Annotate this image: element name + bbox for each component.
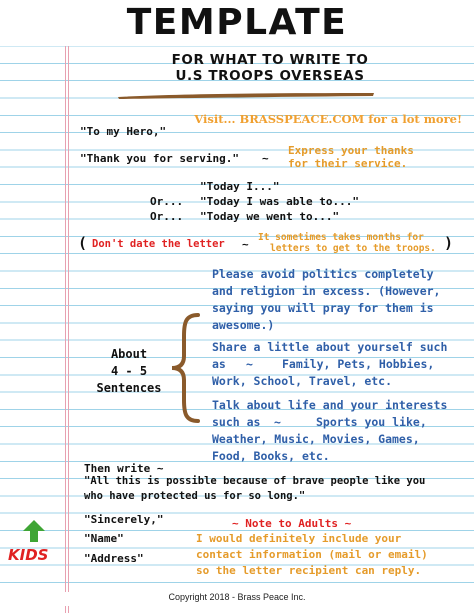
- life-tilde: ~: [274, 415, 281, 429]
- quote-line-1: "All this is possible because of brave people like you: [84, 475, 426, 487]
- then-write: Then write ~: [84, 462, 164, 475]
- life-line-1: Talk about life and your interests: [212, 398, 448, 412]
- kids-label: KIDS: [8, 546, 49, 564]
- note-line-3: so the letter recipient can reply.: [196, 564, 422, 577]
- quote-line-2: who have protected us for so long.": [84, 490, 306, 502]
- about-line-3: Sentences: [96, 381, 162, 395]
- brush-underline: [116, 91, 376, 100]
- margin-line: [65, 0, 66, 613]
- name-placeholder: "Name": [84, 532, 124, 545]
- margin-line: [68, 0, 69, 613]
- politics-line-4: awesome.): [212, 318, 275, 332]
- about-line-1: About: [110, 347, 148, 361]
- politics-line-2: and religion in excess. (However,: [212, 284, 441, 298]
- greeting: "To my Hero,": [80, 125, 167, 138]
- date-note-2: letters to get to the troops.: [270, 243, 436, 254]
- today-line-3: "Today we went to...": [200, 210, 340, 223]
- share-as: as: [212, 357, 226, 371]
- share-line-3: Work, School, Travel, etc.: [212, 374, 393, 388]
- subtitle-line-2: U.S TROOPS OVERSEAS: [175, 68, 365, 84]
- share-line-1: Share a little about yourself such: [212, 340, 448, 354]
- today-line-1: "Today I...": [200, 180, 280, 193]
- politics-line-1: Please avoid politics completely: [212, 267, 434, 281]
- date-paren-open: (: [78, 234, 88, 252]
- share-tilde: ~: [246, 357, 253, 371]
- thanks-line: "Thank you for serving.": [80, 152, 239, 165]
- life-line-3: Weather, Music, Movies, Games,: [212, 432, 420, 446]
- date-note-1: It sometimes takes months for: [258, 232, 424, 243]
- today-line-2: "Today I was able to...": [200, 195, 359, 208]
- politics-line-3: saying you will pray for them is: [212, 301, 434, 315]
- life-line-4: Food, Books, etc.: [212, 449, 330, 463]
- or-label-2: Or...: [150, 210, 184, 223]
- copyright: Copyright 2018 - Brass Peace Inc.: [0, 592, 474, 606]
- visit-link[interactable]: Visit... BRASSPEACE.COM for a lot more!: [194, 112, 462, 126]
- page-title: TEMPLATE: [0, 0, 474, 46]
- date-warning: Don't date the letter: [92, 238, 225, 250]
- date-paren-close: ): [444, 234, 454, 252]
- thanks-note-2: for their service.: [288, 157, 408, 170]
- note-line-2: contact information (mail or email): [196, 548, 428, 561]
- about-line-2: 4 - 5: [110, 364, 148, 378]
- or-label-1: Or...: [150, 195, 184, 208]
- address-placeholder: "Address": [84, 552, 144, 565]
- note-line-1: I would definitely include your: [196, 532, 402, 545]
- share-line-2: Family, Pets, Hobbies,: [282, 357, 435, 371]
- up-arrow-icon: [21, 518, 47, 544]
- life-such-as: such as: [212, 415, 261, 429]
- date-tilde: ~: [242, 238, 249, 251]
- thanks-tilde: ~: [262, 152, 269, 165]
- subtitle-line-1: FOR WHAT TO WRITE TO: [171, 52, 369, 68]
- sincerely: "Sincerely,": [84, 513, 164, 526]
- note-to-adults-title: ~ Note to Adults ~: [232, 517, 352, 530]
- curly-brace: [168, 312, 202, 424]
- about-label: [90, 346, 168, 397]
- life-line-2: Sports you like,: [316, 415, 427, 429]
- thanks-note-1: Express your thanks: [288, 144, 414, 157]
